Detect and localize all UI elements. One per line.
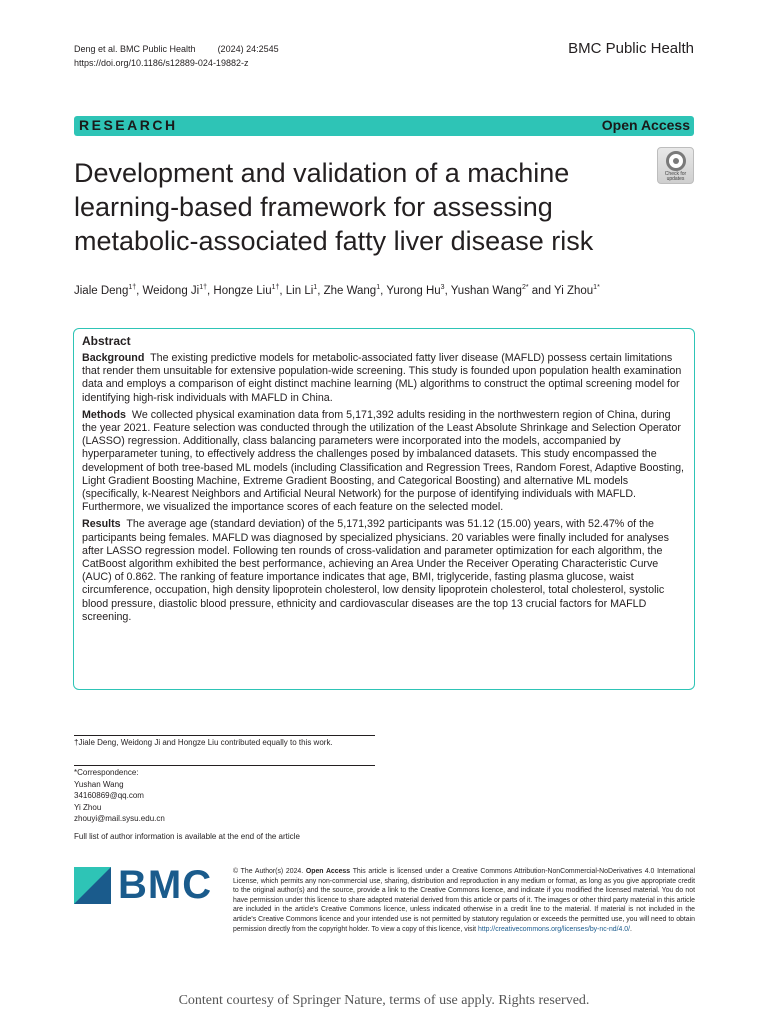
bmc-logo-text: BMC: [118, 863, 213, 907]
abstract-methods: Methods We collected physical examination data from 5,171,392 adults residing in the northwestern region of China, during the year 2021. Feature selection was conducted through the utilization of the Least Absolute Shrinkage and Selection Operator (LASSO) regression. Additionally, class balancing parameters were incorporated into the models, accompanied by hyperparameter tuning, to effectively address the challenges posed by imbalanced datasets. This study encompassed the development of both tree-based ML models (including Classification and Regression Trees, Random Forest, Adaptive Boosting, Light Gradient Boosting Machine, Extreme Gradient Boosting, and Categorical Boosting) and alternative ML models (specifically, k-Nearest Neighbors and Artificial Neural Network) for the purpose of identifying individuals with MAFLD. Furthermore, we visualized the importance scores of each feature on the selected model.: [82, 408, 684, 514]
article-title: Development and validation of a machine learning-based framework for assessing metabolic-associated fatty liver disease risk: [74, 158, 594, 256]
courtesy-watermark: Content courtesy of Springer Nature, terms of use apply. Rights reserved.: [178, 993, 590, 1008]
bmc-logo: [74, 863, 214, 907]
author[interactable]: Weidong $Ji^{1\dagger}$: [142, 284, 208, 297]
license-open-access: Open Access: [305, 868, 351, 875]
section-label: RESEARCH: [79, 117, 178, 133]
citation-header: [74, 42, 301, 70]
contact-name: Yushan Wang: [74, 779, 124, 789]
check-for-updates-button[interactable]: [657, 147, 694, 184]
open-access-label: Open Access: [601, 117, 690, 133]
abstract-box: [73, 328, 695, 690]
author[interactable]: Jiale Deng$^{1\dagger}$: [74, 284, 137, 297]
author[interactable]: Hongze Liu$^{1\dagger}$: [213, 284, 280, 297]
footnote-divider: [74, 765, 375, 766]
contact-name: Yi Zhou: [74, 802, 102, 812]
license-link[interactable]: http://creativecommons.org/licenses/by-nc-nd/4.0/: [477, 925, 631, 933]
contact-email[interactable]: 34160869@qq.com: [74, 791, 144, 800]
journal-name: BMC Public Health: [568, 40, 694, 57]
citation-authors: Deng et al. BMC Public Health: [74, 44, 196, 54]
check-updates-icon: [666, 151, 686, 171]
check-updates-caption: Check for updates: [664, 171, 687, 182]
correspondence-label: *Correspondence:: [74, 768, 139, 777]
contact-email[interactable]: zhouyi@mail.sysu.edu.cn: [74, 814, 165, 823]
research-banner: [74, 116, 694, 136]
license-notice: © The Author(s) 2024. Open Access This article is licensed under a Creative Commons Attribution-NonCommercial-NoDerivatives 4.0 International License, which permits any non-commercial use, sharing, distribution and reproduction in any medium or format, as long as you give appropriate credit to the original author(s) and the source, provide a link to the Creative Commons licence, and indicate if you modified the licensed material. You do not have permission under this licence to share adapted material derived from this article or parts of it. The images or other third party material in this article are included in the article's Creative Commons licence, unless indicated otherwise in a credit line to the material. If material is not included in the article's Creative Commons licence and your intended use is not permitted by statutory regulation or exceeds the permitted use, you will need to obtain permission directly from the copyright holder. To view a copy of this licence, visit http://creativecommons.org/licenses/by-nc-nd/4.0/.: [233, 868, 695, 933]
author-list: Jiale Deng$^{1\dagger}$, Weidong $Ji^{1\dagger}$, Hongze Liu$^{1\dagger}$, Lin Li$^1$, Zhe Wang$^1$, Yurong Hu$^3$, Yushan Wang$^{2*}$ and Yi Zhou$^{1*}$: [74, 284, 600, 297]
author[interactable]: Zhe Wang$^1$: [323, 284, 381, 297]
correspondence-block: [74, 767, 374, 842]
author[interactable]: Lin Li$^1$: [285, 284, 318, 297]
author[interactable]: Yurong Hu$^3$: [386, 284, 445, 297]
footnote-divider: [74, 735, 375, 736]
doi-link[interactable]: https://doi.org/10.1186/s12889-024-19882-z: [74, 58, 249, 68]
author[interactable]: Yushan Wang$^{2*}$: [450, 284, 529, 297]
affiliation-note: Full list of author information is available at the end of the article: [74, 831, 300, 841]
citation-year: (2024) 24:2545: [217, 44, 279, 54]
equal-contribution-note: †Jiale Deng, Weidong Ji and Hongze Liu contributed equally to this work.: [74, 738, 333, 747]
abstract-results: Results The average age (standard deviation) of the 5,171,392 participants was 51.12 (15.00) years, with 52.47% of the participants being females. MAFLD was diagnosed by specialized physicians. 20 variables were finally included for analyses after LASSO regression model. Following ten rounds of cross-validation and parameter optimization for each algorithm, the CatBoost algorithm exhibited the best performance, achieving an Area Under the Receiver Operating Characteristic Curve (AUC) of 0.862. The ranking of feature importance indicates that age, BMI, triglyceride, fasting plasma glucose, waist circumference, occupation, high density lipoprotein cholesterol, low density lipoprotein cholesterol, total cholesterol, systolic blood pressure, diastolic blood pressure, ethnicity and cardiovascular diseases are the top 13 crucial factors for MAFLD screening.: [82, 518, 669, 623]
author[interactable]: Yi Zhou$^{1*}$: [553, 284, 600, 297]
abstract-background: Background The existing predictive models for metabolic-associated fatty liver disease (MAFLD) possess certain limitations that render them unsuitable for extensive population-wide screening. This study is founded upon population health examination data and employs a comparison of eight distinct machine learning (ML) algorithms to construct the optimal screening model for identifying high-risk individuals with MAFLD in China.: [82, 352, 682, 404]
bmc-logo-icon: [74, 867, 111, 904]
abstract-heading: Abstract: [82, 334, 131, 348]
